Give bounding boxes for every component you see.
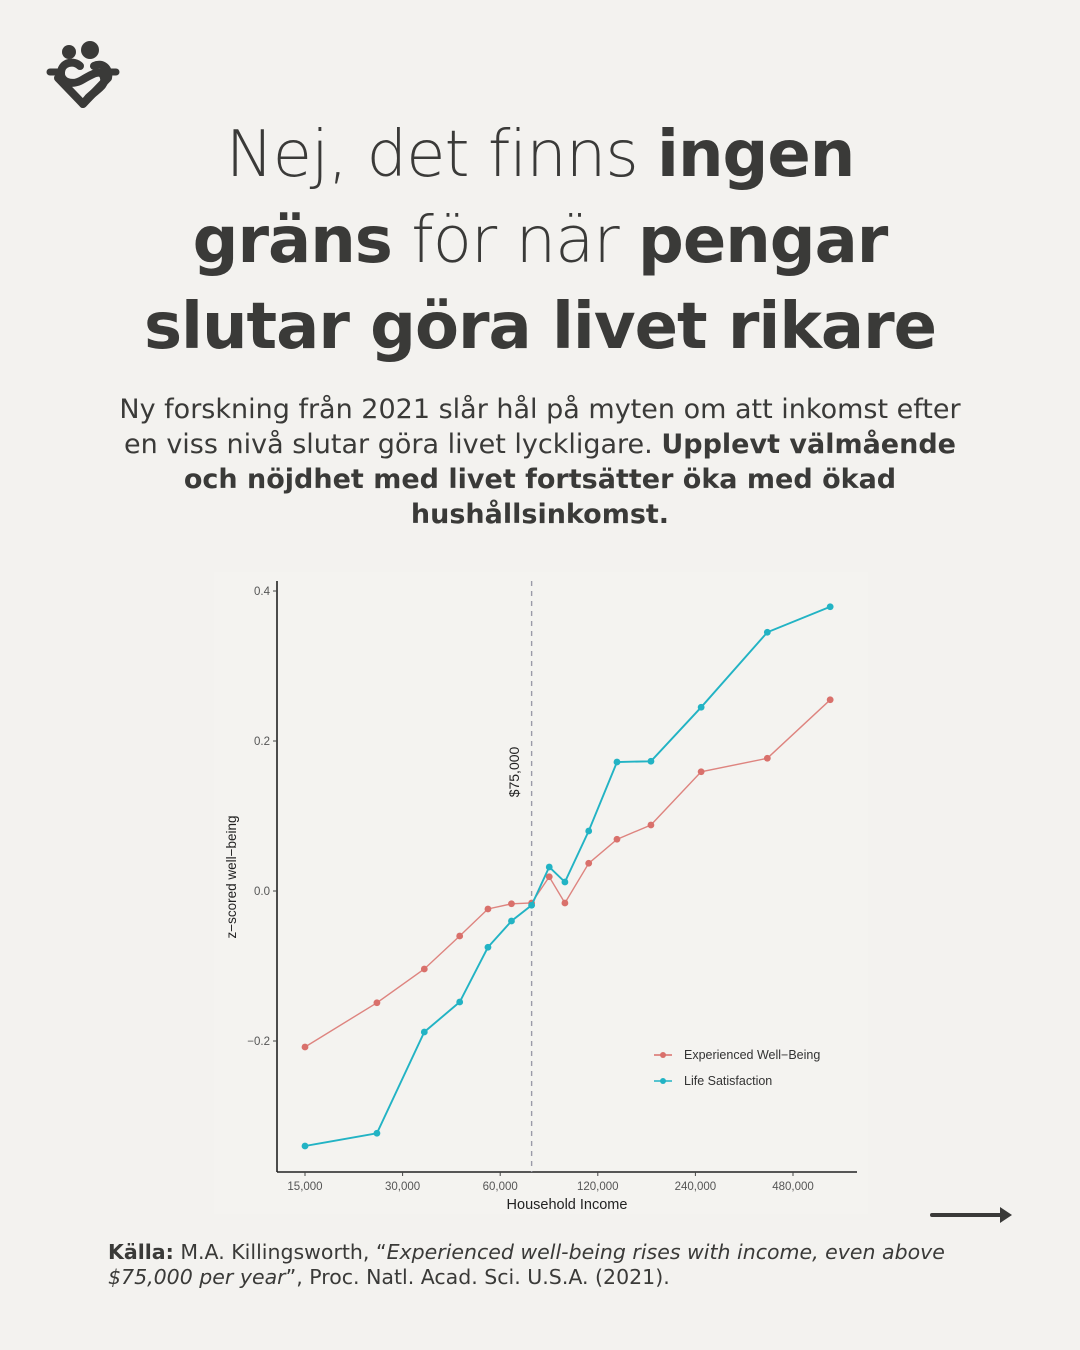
data-point	[648, 822, 655, 829]
data-point	[508, 918, 515, 925]
data-point	[421, 966, 428, 973]
y-tick-label: 0.2	[254, 736, 270, 748]
headline-part: Nej, det finns	[225, 118, 657, 192]
legend-label: Life Satisfaction	[684, 1074, 773, 1088]
x-tick-label: 480,000	[772, 1181, 814, 1193]
headline-part: för när	[391, 204, 638, 278]
headline	[60, 112, 1020, 370]
subtitle-regular: Ny forskning från 2021 slår hål på myten om att inkomst efter en viss nivå slutar göra livet lyckligare.	[119, 394, 961, 460]
y-tick-label: 0.0	[254, 886, 270, 898]
data-point	[546, 873, 553, 880]
data-point	[456, 999, 463, 1006]
data-point	[562, 900, 569, 907]
source-title: Experienced well-being rises with income, even above $75,000 per year	[108, 1240, 945, 1289]
data-point	[302, 1044, 309, 1051]
series-line	[305, 700, 830, 1047]
line-chart	[214, 572, 868, 1214]
data-point	[508, 900, 515, 907]
y-axis-label: z−scored well−being	[224, 815, 239, 939]
chart-panel	[214, 572, 868, 1214]
data-point	[546, 864, 553, 871]
data-point	[614, 759, 621, 766]
legend-label: Experienced Well−Being	[684, 1048, 821, 1062]
data-point	[374, 999, 381, 1006]
data-point	[698, 704, 705, 711]
x-tick-label: 15,000	[287, 1181, 323, 1193]
subtitle	[100, 392, 980, 532]
x-tick-label: 30,000	[385, 1181, 421, 1193]
x-tick-label: 120,000	[577, 1181, 619, 1193]
source-citation	[108, 1240, 988, 1290]
threshold-label: $75,000	[506, 746, 522, 798]
headline-part-bold: gräns	[192, 204, 392, 278]
data-point	[648, 758, 655, 765]
headline-part-bold: slutar göra livet rikare	[143, 290, 937, 364]
data-point	[421, 1029, 428, 1036]
data-point	[562, 879, 569, 886]
data-point	[585, 828, 592, 835]
subtitle-bold: Upplevt välmående och nöjdhet med livet fortsätter öka med ökad hushållsinkomst.	[183, 429, 956, 530]
legend-swatch-point	[660, 1078, 666, 1084]
data-point	[374, 1130, 381, 1137]
legend-swatch-point	[660, 1052, 666, 1058]
series-line	[305, 607, 830, 1146]
arrow-right-icon[interactable]	[930, 1204, 1016, 1226]
data-point	[827, 603, 834, 610]
data-point	[614, 836, 621, 843]
data-point	[485, 944, 492, 951]
headline-part-bold: pengar	[638, 204, 888, 278]
source-label: Källa:	[108, 1240, 174, 1264]
data-point	[764, 755, 771, 762]
data-point	[302, 1143, 309, 1150]
data-point	[764, 629, 771, 636]
x-tick-label: 240,000	[674, 1181, 717, 1193]
x-tick-label: 60,000	[482, 1181, 518, 1193]
data-point	[485, 906, 492, 913]
data-point	[585, 860, 592, 867]
heart-people-icon	[44, 38, 122, 110]
data-point	[528, 902, 535, 909]
headline-part-bold: ingen	[657, 118, 855, 192]
data-point	[456, 933, 463, 940]
x-axis-label: Household Income	[506, 1197, 628, 1213]
data-point	[698, 768, 705, 775]
source-rest: ”, Proc. Natl. Acad. Sci. U.S.A. (2021).	[285, 1265, 670, 1289]
y-tick-label: 0.4	[254, 586, 270, 598]
data-point	[827, 696, 834, 703]
y-tick-label: −0.2	[247, 1036, 270, 1048]
source-author: M.A. Killingsworth, “	[173, 1240, 387, 1264]
